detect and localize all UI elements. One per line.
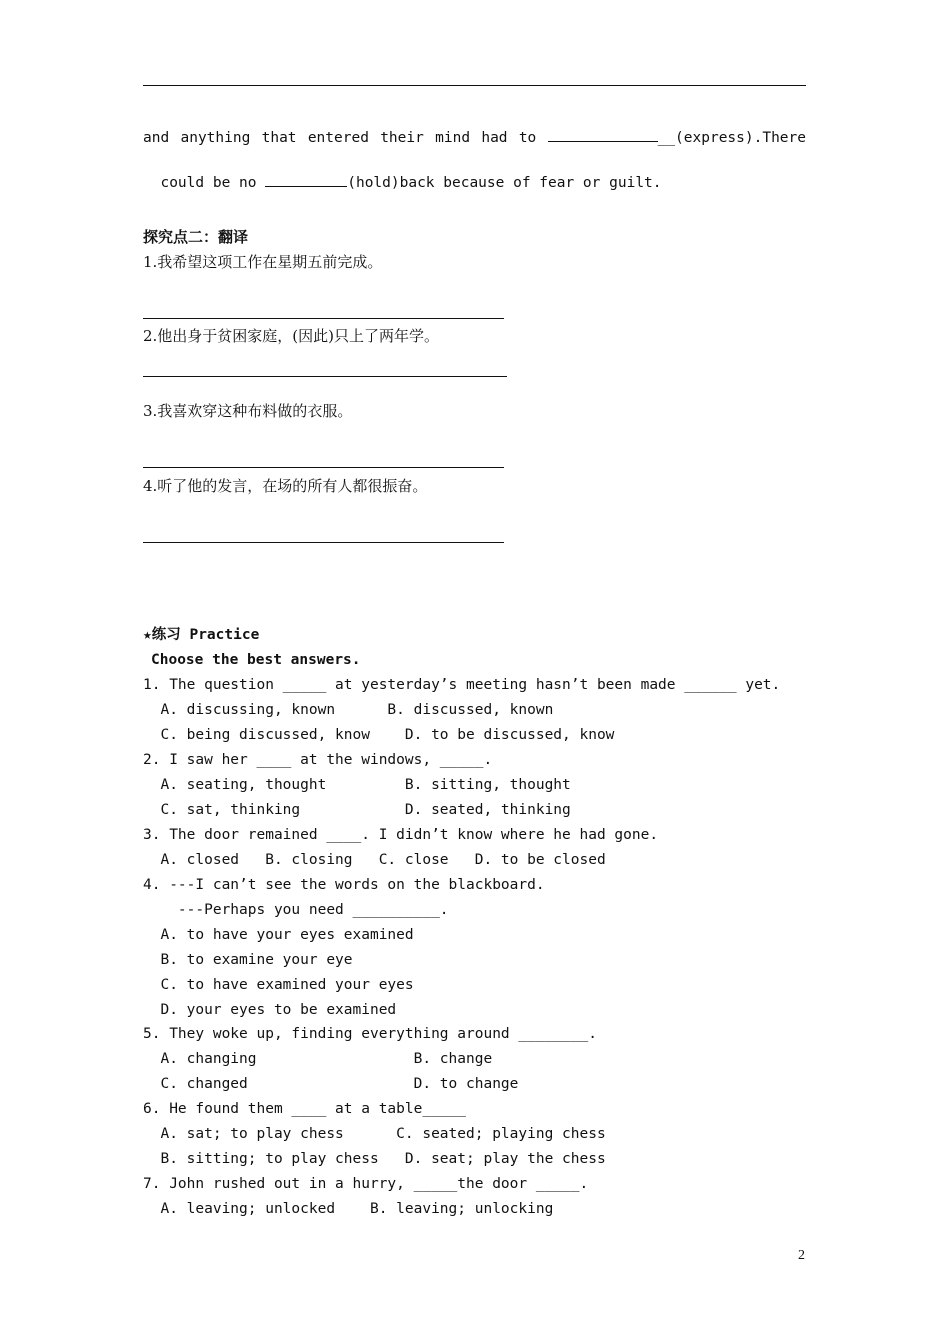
passage-line-1 xyxy=(143,127,806,148)
translation-heading: 探究点二：翻译 xyxy=(143,228,249,246)
question-line: 4. ---I can’t see the words on the blackboard. xyxy=(143,877,545,893)
answer-line-1[interactable] xyxy=(143,318,504,319)
option-line[interactable]: A. discussing, known B. discussed, known xyxy=(143,702,554,718)
option-line[interactable]: C. being discussed, know D. to be discussed, know xyxy=(143,727,615,743)
option-line[interactable]: A. changing B. change xyxy=(143,1051,493,1067)
word: entered xyxy=(307,130,369,146)
option-line[interactable]: C. changed D. to change xyxy=(143,1076,519,1092)
answer-line-3[interactable] xyxy=(143,467,504,468)
answer-line-2[interactable] xyxy=(143,376,507,377)
word: mind xyxy=(435,130,471,146)
question-line: 1. The question _____ at yesterday’s meeting hasn’t been made ______ yet. xyxy=(143,677,781,693)
question-line: 3. The door remained ____. I didn’t know where he had gone. xyxy=(143,827,659,843)
practice-instruction: Choose the best answers. xyxy=(151,652,361,668)
header-rule xyxy=(143,85,806,86)
word: that xyxy=(261,130,297,146)
passage-line-2: could be no (hold)back because of fear or guilt. xyxy=(143,152,662,193)
translation-item-4: 4.听了他的发言，在场的所有人都很振奋。 xyxy=(143,477,428,495)
word: anything xyxy=(180,130,251,146)
word: to xyxy=(518,130,537,146)
question-line: 6. He found them ____ at a table_____ xyxy=(143,1101,467,1117)
option-line[interactable]: D. your eyes to be examined xyxy=(143,1002,397,1018)
option-line[interactable]: A. closed B. closing C. close D. to be closed xyxy=(143,852,606,868)
option-line[interactable]: B. to examine your eye xyxy=(143,952,353,968)
fill-blank-express[interactable]: __(express).There xyxy=(548,127,806,148)
word: their xyxy=(380,130,424,146)
page-number: 2 xyxy=(798,1248,805,1263)
practice-heading: ★练习 Practice xyxy=(143,627,260,643)
option-line[interactable]: A. leaving; unlocked B. leaving; unlocking xyxy=(143,1201,554,1217)
question-line: 2. I saw her ____ at the windows, _____. xyxy=(143,752,493,768)
option-line[interactable]: B. sitting; to play chess D. seat; play the chess xyxy=(143,1151,606,1167)
question-line: 7. John rushed out in a hurry, _____the door _____. xyxy=(143,1176,589,1192)
question-line: 5. They woke up, finding everything around ________. xyxy=(143,1026,597,1042)
option-line[interactable]: A. sat; to play chess C. seated; playing chess xyxy=(143,1126,606,1142)
translation-item-3: 3.我喜欢穿这种布料做的衣服。 xyxy=(143,402,353,420)
word: and xyxy=(143,130,170,146)
fill-blank-hold[interactable] xyxy=(265,172,347,187)
option-line[interactable]: A. to have your eyes examined xyxy=(143,927,414,943)
translation-item-2: 2.他出身于贫困家庭，(因此)只上了两年学。 xyxy=(143,327,440,345)
option-line[interactable]: A. seating, thought B. sitting, thought xyxy=(143,777,571,793)
option-line[interactable]: C. sat, thinking D. seated, thinking xyxy=(143,802,571,818)
question-line: ---Perhaps you need __________. xyxy=(143,902,449,918)
answer-line-4[interactable] xyxy=(143,542,504,543)
word: had xyxy=(481,130,508,146)
translation-item-1: 1.我希望这项工作在星期五前完成。 xyxy=(143,253,383,271)
option-line[interactable]: C. to have examined your eyes xyxy=(143,977,414,993)
